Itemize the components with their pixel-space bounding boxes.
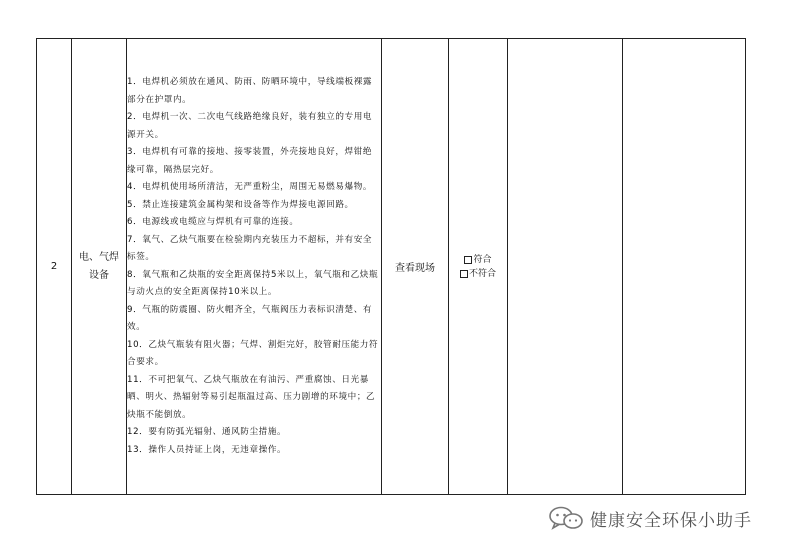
blank-cell bbox=[623, 39, 746, 495]
requirement-item: 7．氧气、乙炔气瓶要在检验期内充装压力不超标，并有安全标签。 bbox=[127, 234, 373, 262]
requirement-item: 8．氧气瓶和乙炔瓶的安全距离保持5米以上，氧气瓶和乙炔瓶与动火点的安全距离保持10米以上。 bbox=[127, 269, 379, 297]
requirement-item: 13．操作人员持证上岗，无违章操作。 bbox=[127, 444, 287, 455]
requirement-item: 10．乙炔气瓶装有阻火器；气焊、割炬完好，胶管耐压能力符合要求。 bbox=[127, 339, 379, 367]
result-option-label: 不符合 bbox=[468, 268, 496, 279]
requirement-item: 3．电焊机有可靠的接地、接零装置，外壳接地良好，焊钳绝缘可靠，隔热层完好。 bbox=[127, 147, 373, 175]
requirement-item: 5．禁止连接建筑金属构架和设备等作为焊接电源回路。 bbox=[127, 199, 354, 210]
watermark bbox=[548, 505, 752, 531]
requirement-item: 1．电焊机必须放在通风、防雨、防晒环境中，导线端板裸露部分在护罩内。 bbox=[127, 77, 373, 105]
requirement-item: 9．气瓶的防震圈、防火帽齐全，气瓶阀压力表标识清楚、有效。 bbox=[127, 304, 373, 332]
row-number: 2 bbox=[37, 39, 72, 495]
result-option-label: 符合 bbox=[473, 254, 492, 265]
requirement-item: 12．要有防弧光辐射、通风防尘措施。 bbox=[127, 427, 287, 437]
result-cell bbox=[449, 39, 508, 495]
check-item bbox=[72, 39, 127, 495]
blank-cell bbox=[508, 39, 623, 495]
requirement-item: 2．电焊机一次、二次电气线路绝缘良好，装有独立的专用电源开关。 bbox=[127, 112, 373, 140]
result-option-pass[interactable] bbox=[449, 253, 507, 267]
inspection-table bbox=[36, 38, 746, 495]
checkbox-icon[interactable] bbox=[460, 270, 468, 278]
checkbox-icon[interactable] bbox=[464, 256, 472, 264]
wechat-icon bbox=[548, 505, 584, 531]
table-row bbox=[37, 39, 746, 495]
inspection-method: 查看现场 bbox=[382, 39, 449, 495]
requirements-cell bbox=[127, 39, 382, 495]
check-item-line2: 设备 bbox=[89, 269, 109, 281]
watermark-text: 健康安全环保小助手 bbox=[590, 510, 752, 531]
result-option-fail[interactable] bbox=[449, 267, 507, 281]
requirement-item: 4．电焊机使用场所清洁，无严重粉尘，周围无易燃易爆物。 bbox=[127, 182, 373, 192]
check-item-line1: 电、气焊 bbox=[79, 251, 119, 263]
requirement-item: 11．不可把氧气、乙炔气瓶放在有油污、严重腐蚀、日光暴晒、明火、热辐射等易引起瓶温过高、压力剧增的环境中；乙炔瓶不能倒放。 bbox=[127, 374, 376, 420]
requirement-item: 6．电源线或电缆应与焊机有可靠的连接。 bbox=[127, 217, 299, 227]
